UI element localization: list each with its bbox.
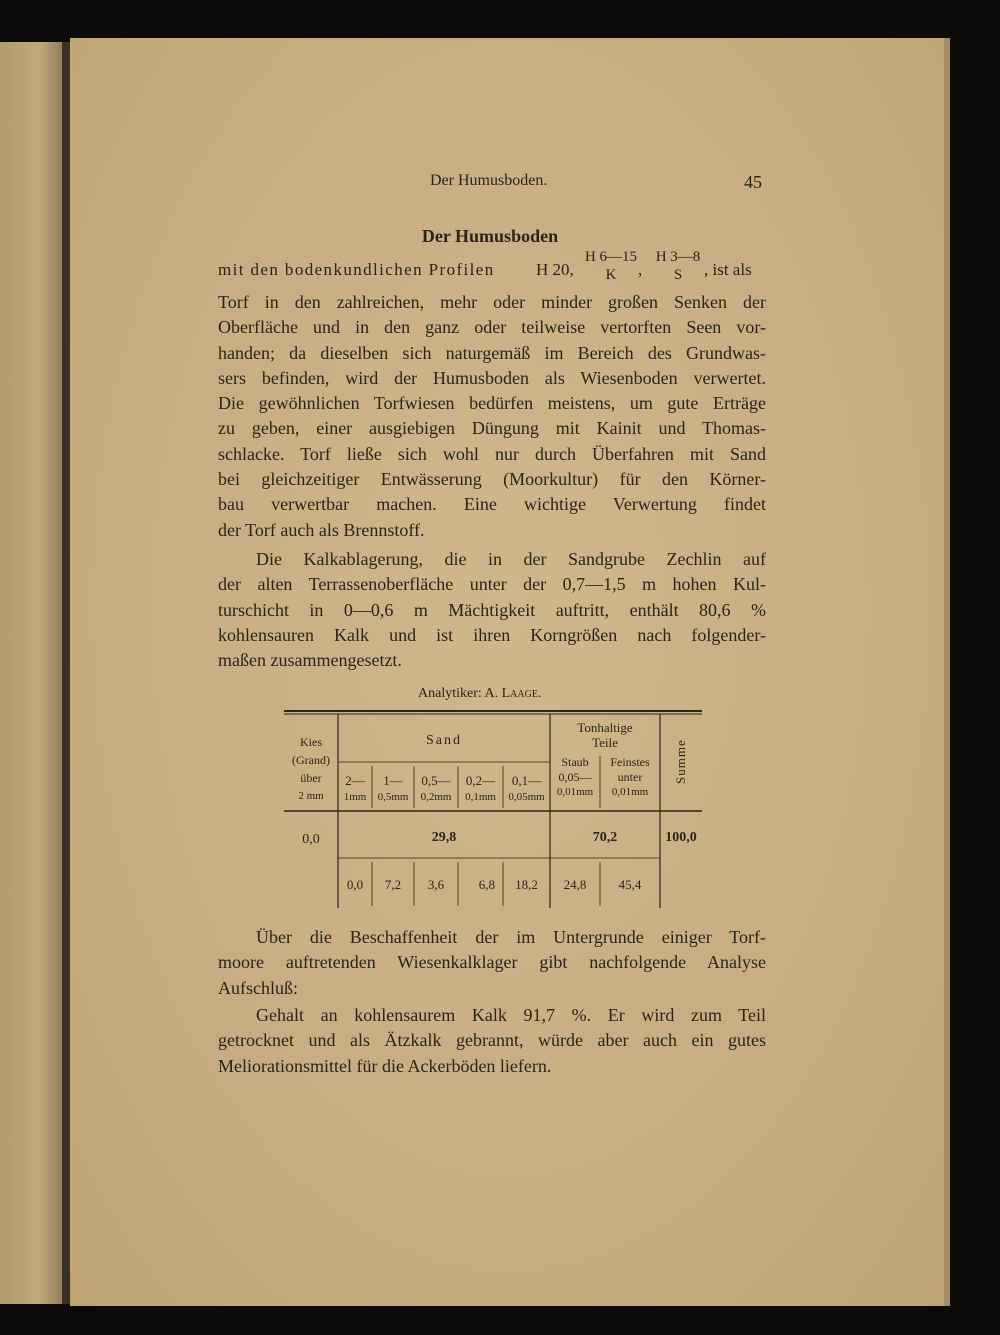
table-kies-header: Kies (Grand) über 2 mm bbox=[292, 735, 330, 802]
sand-total: 29,8 bbox=[431, 830, 457, 845]
ton-sub-staub: Staub 0,05— 0,01mm bbox=[556, 755, 594, 798]
section-title: Der Humusboden bbox=[421, 226, 559, 246]
sand-sub-1: 2— 1mm bbox=[343, 773, 367, 803]
sand-sub-2: 1— 0,5mm bbox=[377, 773, 409, 803]
profile-h20: H 20, bbox=[536, 260, 574, 279]
table-summe-header: Summe bbox=[673, 739, 688, 784]
detail-value-5: 18,2 bbox=[515, 877, 538, 892]
intro-lead: mit den bodenkundlichen Profilen bbox=[218, 260, 495, 279]
sand-sub-3: 0,5— 0,2mm bbox=[420, 773, 452, 803]
paragraph-2: Die Kalkablagerung, die in der Sandgrube Zechlin auf der alten Terrassenoberfläche unter der 0,7—1,5 m hohen Kul- turschicht in 0—0,6 m Mächtigkeit auftritt, enthält 80,6 % kohlensauren Kalk und ist ihren Korngrößen nach folgender- maßen zusammengesetzt. bbox=[218, 549, 766, 671]
profile-fraction-s: H 3—8 S bbox=[655, 249, 701, 283]
paragraph-1: Torf in den zahlreichen, mehr oder minder großen Senken der Oberfläche und in den ganz oder teilweise vertorften Seen vor- handen; da dieselben sich naturgemäß im Bereich des Grundwas- sers befinden, wird der Humusboden als Wiesenboden verwertet. Die gewöhnlichen Torfwiesen bedürfen meistens, um gute Erträge zu geben, einer ausgiebigen Düngung mit Kainit und Thomas- schlacke. Torf ließe sich wohl nur durch Überfahren mit Sand bei gleichzeitiger Entwässerung (Moorkultur) für den Körner- bau verwertbar machen. Eine wichtige Verwertung findet der Torf auch als Brennstoff. bbox=[218, 292, 766, 540]
detail-value-2: 7,2 bbox=[384, 877, 402, 892]
intro-line: mit den bodenkundlichen Profilen H 20, H 6—15 K , H 3—8 S , ist als bbox=[218, 249, 752, 283]
sand-sub-5: 0,1— 0,05mm bbox=[508, 773, 545, 803]
summe-total: 100,0 bbox=[665, 830, 697, 845]
intro-tail: , ist als bbox=[704, 260, 752, 279]
analyst-credit: Analytiker: A. Laage. bbox=[418, 686, 542, 701]
running-header: Der Humusboden. bbox=[430, 172, 548, 189]
detail-value-1: 0,0 bbox=[346, 877, 364, 892]
sand-sub-4: 0,2— 0,1mm bbox=[465, 773, 496, 803]
table-ton-header: Tonhaltige Teile bbox=[577, 720, 633, 750]
paragraph-3: Über die Beschaffenheit der im Untergrunde einiger Torf- moore auftretenden Wiesenkalklager gibt nachfolgende Analyse Aufschluß: bbox=[218, 927, 766, 998]
ton-sub-feinstes: Feinstes unter 0,01mm bbox=[610, 755, 650, 798]
detail-value-7: 45,4 bbox=[618, 877, 642, 892]
detail-value-3: 3,6 bbox=[427, 877, 445, 892]
table-sand-header: Sand bbox=[426, 733, 462, 748]
detail-value-6: 24,8 bbox=[563, 877, 587, 892]
paragraph-4: Gehalt an kohlensaurem Kalk 91,7 %. Er wird zum Teil getrocknet und als Ätzkalk gebrannt, würde aber auch ein gutes Meliorationsmittel für die Ackerböden liefern. bbox=[218, 1005, 766, 1076]
kies-value: 0,0 bbox=[302, 832, 320, 847]
page-number: 45 bbox=[744, 172, 762, 192]
detail-value-4: 6,8 bbox=[478, 877, 495, 892]
profile-fraction-k: H 6—15 K bbox=[584, 249, 638, 283]
ton-total: 70,2 bbox=[592, 830, 618, 845]
